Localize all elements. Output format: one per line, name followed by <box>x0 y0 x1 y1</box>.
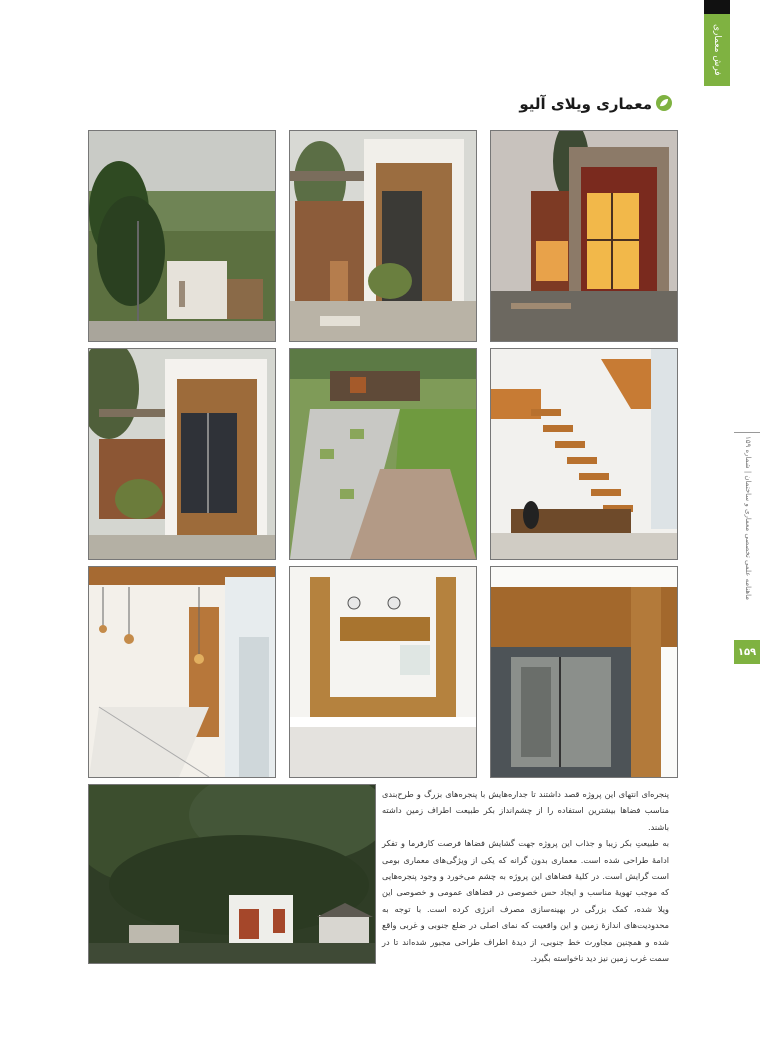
photo-interior-kitchen <box>289 566 477 778</box>
article-body <box>382 786 669 966</box>
photo-window-frame <box>490 566 678 778</box>
photo-interior-living <box>88 566 276 778</box>
journal-running-head: ماهنامه علمی تخصصی معماری و ساختمان | شماره ۱۵۹ <box>744 436 752 600</box>
sidebar-divider <box>734 432 760 433</box>
photo-floating-stairs <box>490 348 678 560</box>
article-paragraph: به طبیعتِ بکر زیبا و جذاب این پروژه جهت گشایش فضاها فرصت کارفرما و تفکر ادامهٔ طراحی شده است. معماری بدون گرانه که یکی از ویژگی‌های معماری بومی است گرایش است. در کلیهٔ فضاهای این پروژه به چشم می‌خورد و وجود پنجره‌هایی که موجب تهویهٔ مناسب و ایجاد حس خصوصی در فضاهای عمومی و خصوصی این ویلا شده، کمک بزرگی در بهینه‌سازی مصرف انرژی کرده است. با توجه به محدودیت‌های اندازهٔ زمین و این واقعیت که نمای اصلی در ضلع جنوبی و غربی واقع شده و همچنین مجاورت خط جنوبی، از دیدهٔ اطراف طراحی مجبور شده‌اند تا در سمت غرب زمین نیز دید ناخواسته بگیرد. <box>382 838 669 964</box>
leaf-icon <box>655 94 673 112</box>
page-number: ۱۵۹ <box>734 640 760 664</box>
photo-villa-front-day <box>289 130 477 342</box>
photo-villa-hillside <box>88 784 376 964</box>
side-tab-cap <box>704 0 730 14</box>
photo-villa-front-dusk <box>490 130 678 342</box>
section-tab-label: فرش معماری <box>712 24 722 76</box>
photo-villa-facade-close <box>88 348 276 560</box>
photo-villa-distant-view <box>88 130 276 342</box>
article-title: معماری ویلای آلیو <box>519 95 652 113</box>
photo-courtyard-aerial <box>289 348 477 560</box>
article-paragraph: پنجره‌ای انتهای این پروژه قصد داشتند تا جداره‌هایش با پنجره‌های بزرگ و طرح‌بندی مناسب فضاها بیشترین استفاده را از چشم‌انداز بکر طبیعت اطراف زمین داشته باشند. <box>382 789 669 832</box>
